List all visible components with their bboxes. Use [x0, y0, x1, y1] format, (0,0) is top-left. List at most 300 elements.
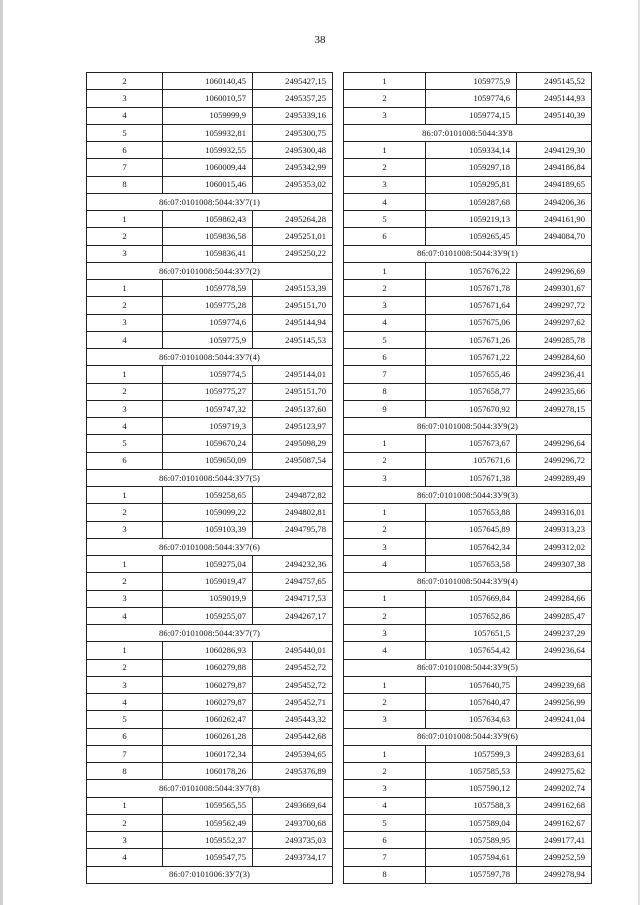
point-row: [87, 814, 333, 831]
coordinates-table-left: [86, 72, 333, 884]
point-number: 6: [344, 832, 426, 849]
coord-x: 1057599,3: [426, 745, 517, 762]
point-row: [344, 590, 592, 607]
coord-x: 1059650,09: [163, 452, 253, 469]
point-number: 2: [87, 383, 163, 400]
coord-y: 2499236,41: [517, 366, 592, 383]
point-number: 1: [87, 366, 163, 383]
coord-x: 1057589,04: [426, 814, 517, 831]
coord-x: 1057671,38: [426, 469, 517, 486]
coord-y: 2499284,66: [517, 590, 592, 607]
point-number: 7: [344, 849, 426, 866]
coord-x: 1060015,46: [163, 176, 253, 193]
coord-x: 1057651,5: [426, 625, 517, 642]
point-number: 1: [87, 211, 163, 228]
coord-x: 1057645,89: [426, 521, 517, 538]
point-number: 5: [344, 211, 426, 228]
coord-y: 2499252,59: [517, 849, 592, 866]
point-number: 9: [344, 400, 426, 417]
coord-x: 1059670,24: [163, 435, 253, 452]
coord-y: 2495144,93: [517, 90, 592, 107]
coord-x: 1059562,49: [163, 814, 253, 831]
parcel-id: 86:07:0101008:5044:ЗУ9(1): [344, 245, 592, 262]
point-row: [87, 314, 333, 331]
point-number: 4: [344, 314, 426, 331]
parcel-header-row: [344, 573, 592, 590]
coord-x: 1057671,26: [426, 331, 517, 348]
point-number: 3: [344, 469, 426, 486]
point-number: 3: [344, 711, 426, 728]
point-row: [87, 366, 333, 383]
point-row: [344, 745, 592, 762]
parcel-header-row: [344, 245, 592, 262]
coord-x: 1059297,18: [426, 159, 517, 176]
point-number: 1: [344, 262, 426, 279]
coord-x: 1057673,67: [426, 435, 517, 452]
point-number: 1: [87, 642, 163, 659]
coord-x: 1059775,27: [163, 383, 253, 400]
coord-y: 2495353,02: [253, 176, 333, 193]
point-number: 1: [344, 435, 426, 452]
coord-y: 2499289,49: [517, 469, 592, 486]
coord-y: 2495452,72: [253, 659, 333, 676]
coord-x: 1057652,86: [426, 607, 517, 624]
coord-x: 1059565,55: [163, 797, 253, 814]
coord-y: 2494802,81: [253, 504, 333, 521]
coord-y: 2495087,54: [253, 452, 333, 469]
point-number: 1: [87, 280, 163, 297]
coord-y: 2499316,01: [517, 504, 592, 521]
coord-x: 1059547,75: [163, 849, 253, 866]
point-row: [344, 331, 592, 348]
point-row: [87, 107, 333, 124]
coord-y: 2495153,39: [253, 280, 333, 297]
point-number: 6: [87, 728, 163, 745]
coord-x: 1060178,26: [163, 763, 253, 780]
coordinates-table-right: [343, 72, 592, 884]
point-row: [87, 797, 333, 814]
point-number: 3: [87, 521, 163, 538]
coord-y: 2494267,17: [253, 607, 333, 624]
coord-y: 2495376,89: [253, 763, 333, 780]
coord-x: 1057588,3: [426, 797, 517, 814]
coord-y: 2499312,02: [517, 538, 592, 555]
coord-y: 2495250,22: [253, 245, 333, 262]
point-number: 8: [87, 763, 163, 780]
point-number: 6: [344, 228, 426, 245]
coord-y: 2495300,75: [253, 124, 333, 141]
coord-x: 1060010,57: [163, 90, 253, 107]
coord-y: 2495098,29: [253, 435, 333, 452]
coord-y: 2499202,74: [517, 780, 592, 797]
point-number: 8: [87, 176, 163, 193]
coord-y: 2493734,17: [253, 849, 333, 866]
point-row: [344, 400, 592, 417]
coord-x: 1059019,9: [163, 590, 253, 607]
point-number: 3: [87, 90, 163, 107]
parcel-id: 86:07:0101008:5044:ЗУ9(6): [344, 728, 592, 745]
point-number: 3: [87, 590, 163, 607]
coord-x: 1060009,44: [163, 159, 253, 176]
point-number: 2: [87, 297, 163, 314]
coord-x: 1057589,95: [426, 832, 517, 849]
parcel-header-row: [87, 262, 333, 279]
coord-y: 2495427,15: [253, 73, 333, 90]
coord-y: 2495300,48: [253, 142, 333, 159]
coord-y: 2493700,68: [253, 814, 333, 831]
point-row: [344, 642, 592, 659]
coord-x: 1059932,81: [163, 124, 253, 141]
point-row: [344, 797, 592, 814]
point-row: [344, 763, 592, 780]
point-number: 6: [344, 349, 426, 366]
point-row: [344, 694, 592, 711]
point-row: [87, 487, 333, 504]
coord-y: 2495140,39: [517, 107, 592, 124]
point-row: [87, 159, 333, 176]
coord-y: 2495443,32: [253, 711, 333, 728]
point-number: 5: [344, 331, 426, 348]
point-number: 3: [344, 780, 426, 797]
point-number: 2: [344, 159, 426, 176]
coord-x: 1059287,68: [426, 193, 517, 210]
coord-y: 2494717,53: [253, 590, 333, 607]
coord-x: 1057594,61: [426, 849, 517, 866]
point-row: [87, 176, 333, 193]
coord-y: 2494872,82: [253, 487, 333, 504]
coordinates-table-right-body: [344, 73, 592, 884]
point-number: 4: [344, 556, 426, 573]
coord-y: 2499236,64: [517, 642, 592, 659]
point-row: [87, 849, 333, 866]
point-number: 1: [344, 504, 426, 521]
coord-y: 2494129,30: [517, 142, 592, 159]
coord-y: 2495251,01: [253, 228, 333, 245]
page-number: 38: [314, 34, 326, 46]
coord-x: 1059719,3: [163, 418, 253, 435]
coord-x: 1059219,13: [426, 211, 517, 228]
point-row: [344, 469, 592, 486]
parcel-header-row: [344, 487, 592, 504]
point-row: [87, 521, 333, 538]
point-number: 1: [87, 487, 163, 504]
coord-y: 2495452,72: [253, 676, 333, 693]
point-row: [87, 590, 333, 607]
point-number: 3: [87, 314, 163, 331]
point-row: [344, 73, 592, 90]
coord-x: 1057640,75: [426, 676, 517, 693]
coord-x: 1057653,58: [426, 556, 517, 573]
point-number: 3: [87, 832, 163, 849]
coord-x: 1059255,07: [163, 607, 253, 624]
point-row: [344, 142, 592, 159]
coord-x: 1057669,84: [426, 590, 517, 607]
point-row: [344, 90, 592, 107]
point-number: 5: [87, 711, 163, 728]
coord-y: 2494161,90: [517, 211, 592, 228]
point-row: [344, 780, 592, 797]
scan-edge-left: [0, 0, 3, 905]
coord-y: 2495145,52: [517, 73, 592, 90]
coord-y: 2495123,97: [253, 418, 333, 435]
coord-y: 2499301,67: [517, 280, 592, 297]
coord-x: 1060261,28: [163, 728, 253, 745]
coord-x: 1059334,14: [426, 142, 517, 159]
point-row: [344, 814, 592, 831]
point-row: [87, 556, 333, 573]
point-number: 1: [87, 556, 163, 573]
coord-y: 2499296,64: [517, 435, 592, 452]
parcel-id: 86:07:0101008:5044:ЗУ7(2): [87, 262, 333, 279]
point-number: 3: [344, 538, 426, 555]
coord-y: 2499256,99: [517, 694, 592, 711]
coord-x: 1059099,22: [163, 504, 253, 521]
coord-x: 1059552,37: [163, 832, 253, 849]
point-row: [87, 452, 333, 469]
point-number: 2: [87, 73, 163, 90]
coord-x: 1057653,88: [426, 504, 517, 521]
point-row: [344, 849, 592, 866]
coord-y: 2495394,65: [253, 745, 333, 762]
coord-y: 2495440,01: [253, 642, 333, 659]
point-number: 1: [344, 745, 426, 762]
point-number: 3: [344, 297, 426, 314]
point-row: [344, 866, 592, 883]
coord-x: 1057671,78: [426, 280, 517, 297]
parcel-header-row: [344, 418, 592, 435]
point-number: 3: [344, 625, 426, 642]
coord-y: 2495145,53: [253, 331, 333, 348]
coord-x: 1060172,34: [163, 745, 253, 762]
point-row: [344, 159, 592, 176]
point-number: 4: [87, 107, 163, 124]
coord-y: 2495137,60: [253, 400, 333, 417]
coord-y: 2499284,60: [517, 349, 592, 366]
coord-x: 1057671,64: [426, 297, 517, 314]
point-row: [344, 607, 592, 624]
point-row: [87, 142, 333, 159]
coord-y: 2494757,65: [253, 573, 333, 590]
point-row: [344, 228, 592, 245]
coord-y: 2499307,38: [517, 556, 592, 573]
coord-x: 1060140,45: [163, 73, 253, 90]
coord-y: 2495339,16: [253, 107, 333, 124]
coord-x: 1060279,87: [163, 676, 253, 693]
coord-x: 1060286,93: [163, 642, 253, 659]
point-number: 4: [344, 642, 426, 659]
coord-x: 1057640,47: [426, 694, 517, 711]
point-number: 1: [344, 73, 426, 90]
coord-x: 1057658,77: [426, 383, 517, 400]
coord-y: 2499297,72: [517, 297, 592, 314]
coord-y: 2499278,15: [517, 400, 592, 417]
coord-y: 2494795,78: [253, 521, 333, 538]
coord-y: 2495151,70: [253, 297, 333, 314]
coord-x: 1059774,6: [163, 314, 253, 331]
point-number: 6: [87, 452, 163, 469]
point-row: [344, 349, 592, 366]
parcel-id: 86:07:0101008:5044:ЗУ9(3): [344, 487, 592, 504]
parcel-header-row: [87, 469, 333, 486]
coord-x: 1057671,22: [426, 349, 517, 366]
parcel-id: 86:07:0101008:5044:ЗУ7(8): [87, 780, 333, 797]
point-row: [87, 435, 333, 452]
point-number: 7: [344, 366, 426, 383]
point-row: [344, 435, 592, 452]
coord-x: 1059747,32: [163, 400, 253, 417]
point-row: [344, 366, 592, 383]
point-row: [87, 763, 333, 780]
point-row: [87, 745, 333, 762]
coord-y: 2499278,94: [517, 866, 592, 883]
coord-x: 1059774,6: [426, 90, 517, 107]
point-row: [87, 245, 333, 262]
parcel-header-row: [344, 659, 592, 676]
point-number: 3: [87, 676, 163, 693]
point-number: 3: [87, 245, 163, 262]
parcel-id: 86:07:0101008:5044:ЗУ9(4): [344, 573, 592, 590]
point-number: 3: [87, 400, 163, 417]
point-number: 5: [344, 814, 426, 831]
coord-x: 1059258,65: [163, 487, 253, 504]
point-number: 3: [344, 176, 426, 193]
point-row: [344, 211, 592, 228]
coord-x: 1060262,47: [163, 711, 253, 728]
point-number: 8: [344, 866, 426, 883]
point-row: [344, 452, 592, 469]
coord-y: 2499283,61: [517, 745, 592, 762]
point-row: [87, 90, 333, 107]
coord-x: 1057675,06: [426, 314, 517, 331]
point-number: 4: [87, 331, 163, 348]
coord-y: 2499237,29: [517, 625, 592, 642]
coord-y: 2499296,72: [517, 452, 592, 469]
coord-x: 1059103,39: [163, 521, 253, 538]
point-number: 1: [344, 142, 426, 159]
point-number: 2: [344, 280, 426, 297]
point-row: [344, 383, 592, 400]
coord-x: 1059862,43: [163, 211, 253, 228]
point-row: [344, 193, 592, 210]
parcel-header-row: [344, 124, 592, 141]
point-row: [344, 625, 592, 642]
point-row: [87, 297, 333, 314]
point-row: [87, 383, 333, 400]
point-number: 2: [344, 90, 426, 107]
coord-y: 2494186,84: [517, 159, 592, 176]
coord-x: 1059836,58: [163, 228, 253, 245]
point-row: [87, 676, 333, 693]
coord-x: 1059265,45: [426, 228, 517, 245]
coord-y: 2493669,64: [253, 797, 333, 814]
point-number: 7: [87, 159, 163, 176]
point-row: [87, 73, 333, 90]
point-row: [87, 228, 333, 245]
point-row: [87, 280, 333, 297]
coord-y: 2495442,68: [253, 728, 333, 745]
coord-y: 2499239,68: [517, 676, 592, 693]
coordinates-table-left-body: [87, 73, 333, 884]
coord-y: 2495357,25: [253, 90, 333, 107]
coord-y: 2499275,62: [517, 763, 592, 780]
coord-x: 1057597,78: [426, 866, 517, 883]
point-number: 2: [87, 504, 163, 521]
coord-y: 2499162,67: [517, 814, 592, 831]
parcel-id: 86:07:0101008:5044:ЗУ7(4): [87, 349, 333, 366]
parcel-id: 86:07:0101008:5044:ЗУ9(5): [344, 659, 592, 676]
point-number: 5: [87, 435, 163, 452]
coord-y: 2499297,62: [517, 314, 592, 331]
coord-x: 1057670,92: [426, 400, 517, 417]
parcel-id: 86:07:0101008:5044:ЗУ7(5): [87, 469, 333, 486]
parcel-header-row: [87, 780, 333, 797]
coord-x: 1059775,9: [163, 331, 253, 348]
parcel-header-row: [87, 625, 333, 642]
coord-y: 2494189,65: [517, 176, 592, 193]
coord-y: 2499241,04: [517, 711, 592, 728]
coord-x: 1057642,34: [426, 538, 517, 555]
point-row: [87, 694, 333, 711]
coord-y: 2495342,99: [253, 159, 333, 176]
coord-y: 2494084,70: [517, 228, 592, 245]
coord-x: 1057654,42: [426, 642, 517, 659]
point-number: 2: [344, 521, 426, 538]
point-row: [87, 832, 333, 849]
point-row: [344, 832, 592, 849]
coord-y: 2495452,71: [253, 694, 333, 711]
parcel-id: 86:07:0101008:5044:ЗУ9(2): [344, 418, 592, 435]
point-number: 2: [87, 573, 163, 590]
point-row: [344, 297, 592, 314]
point-row: [87, 211, 333, 228]
point-number: 1: [344, 590, 426, 607]
coord-x: 1059999,9: [163, 107, 253, 124]
coord-y: 2495144,01: [253, 366, 333, 383]
point-row: [344, 280, 592, 297]
point-number: 4: [87, 694, 163, 711]
point-number: 5: [87, 124, 163, 141]
point-number: 2: [344, 694, 426, 711]
coord-x: 1059774,5: [163, 366, 253, 383]
coord-y: 2494206,36: [517, 193, 592, 210]
coord-y: 2493735,03: [253, 832, 333, 849]
point-number: 4: [87, 418, 163, 435]
coord-x: 1059019,47: [163, 573, 253, 590]
point-number: 2: [344, 607, 426, 624]
parcel-id: 86:07:0101008:5044:ЗУ7(6): [87, 538, 333, 555]
coord-x: 1057634,63: [426, 711, 517, 728]
parcel-id: 86:07:0101008:5044:ЗУ8: [344, 124, 592, 141]
point-row: [344, 504, 592, 521]
coord-x: 1059836,41: [163, 245, 253, 262]
point-row: [344, 676, 592, 693]
point-number: 2: [87, 659, 163, 676]
coord-x: 1059778,59: [163, 280, 253, 297]
point-number: 2: [87, 228, 163, 245]
point-number: 4: [344, 797, 426, 814]
coord-y: 2495151,70: [253, 383, 333, 400]
coord-x: 1057676,22: [426, 262, 517, 279]
point-row: [344, 314, 592, 331]
point-row: [87, 642, 333, 659]
point-row: [87, 728, 333, 745]
point-row: [344, 556, 592, 573]
point-number: 7: [87, 745, 163, 762]
parcel-id: 86:07:0101006:ЗУ7(3): [87, 866, 333, 883]
coord-y: 2494232,36: [253, 556, 333, 573]
point-number: 6: [87, 142, 163, 159]
coord-x: 1059774,15: [426, 107, 517, 124]
